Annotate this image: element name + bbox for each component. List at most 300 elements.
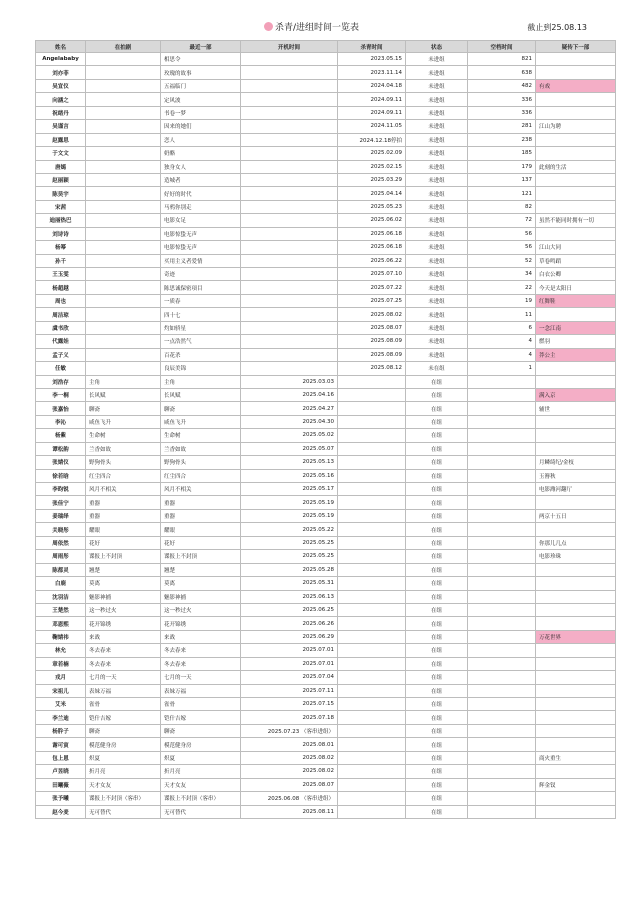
col-header-gap: 空档时间 [468, 41, 536, 53]
cell-name: 周依然 [36, 536, 86, 549]
table-row [36, 402, 616, 415]
cell-filming [86, 321, 161, 334]
cell-latest: 聊斋 [161, 402, 241, 415]
cell-gap [468, 375, 536, 388]
cell-latest: 重器 [161, 496, 241, 509]
cell-next [536, 603, 616, 616]
cell-wrap: 2025.02.15 [338, 160, 406, 173]
table-row [36, 375, 616, 388]
cell-latest: 五福临门 [161, 79, 241, 92]
cell-start [241, 160, 338, 173]
cell-latest: 咸鱼飞升 [161, 415, 241, 428]
cell-gap: 121 [468, 187, 536, 200]
cell-name: 祝绪丹 [36, 106, 86, 119]
cell-start: 2025.04.30 [241, 415, 338, 428]
cell-status: 未进组 [406, 120, 468, 133]
table-row [36, 671, 616, 684]
cell-latest: 模范健身房 [161, 738, 241, 751]
cell-wrap [338, 698, 406, 711]
col-header-status: 状态 [406, 41, 468, 53]
cell-status: 未进组 [406, 254, 468, 267]
cell-name: 孟子义 [36, 348, 86, 361]
cell-start: 2025.08.01 [241, 738, 338, 751]
cell-filming [86, 308, 161, 321]
cell-start: 2025.03.03 [241, 375, 338, 388]
cell-latest: 电影女足 [161, 214, 241, 227]
cell-latest: 炽夏 [161, 751, 241, 764]
table-row [36, 483, 616, 496]
cell-status: 未进组 [406, 79, 468, 92]
cell-status: 未进组 [406, 66, 468, 79]
cell-name: 迪丽热巴 [36, 214, 86, 227]
cell-filming [86, 133, 161, 146]
cell-filming: 谍报上不封顶 [86, 550, 161, 563]
cell-wrap [338, 415, 406, 428]
cell-name: 周洁琼 [36, 308, 86, 321]
cell-next [536, 362, 616, 375]
cell-gap: 482 [468, 79, 536, 92]
cell-name: 孙千 [36, 254, 86, 267]
cell-filming: 雀骨 [86, 698, 161, 711]
cell-next: 燃羽 [536, 335, 616, 348]
table-row [36, 308, 616, 321]
cell-gap [468, 402, 536, 415]
cell-status: 在组 [406, 388, 468, 401]
cell-wrap: 2025.08.09 [338, 348, 406, 361]
cell-next [536, 375, 616, 388]
cell-status: 在组 [406, 684, 468, 697]
cell-filming: 风月不相关 [86, 483, 161, 496]
cell-start: 2025.07.01 [241, 657, 338, 670]
cell-start [241, 120, 338, 133]
col-header-next: 疑传下一部 [536, 41, 616, 53]
title-text: 杀青/进组时间一览表 [274, 23, 360, 33]
cell-start: 2025.05.25 [241, 550, 338, 563]
cell-gap [468, 617, 536, 630]
cell-latest: 来战 [161, 630, 241, 643]
cell-gap: 72 [468, 214, 536, 227]
table-row [36, 536, 616, 549]
cell-next: 玉簪秋 [536, 469, 616, 482]
cell-start [241, 268, 338, 281]
cell-gap [468, 698, 536, 711]
cell-next: 莽公主 [536, 348, 616, 361]
col-header-start: 开机时间 [241, 41, 338, 53]
cell-next [536, 711, 616, 724]
cell-filming: 来战 [86, 630, 161, 643]
cell-wrap: 2024.04.18 [338, 79, 406, 92]
cell-latest: 谍报上不封顶 [161, 550, 241, 563]
cell-gap [468, 603, 536, 616]
cell-status: 在组 [406, 630, 468, 643]
cell-status: 在组 [406, 603, 468, 616]
cell-status: 在组 [406, 375, 468, 388]
cell-next [536, 644, 616, 657]
header-row [36, 41, 616, 53]
cell-wrap [338, 402, 406, 415]
cell-filming: 重器 [86, 496, 161, 509]
cell-start: 2025.05.25 [241, 536, 338, 549]
cell-latest: 天才女友 [161, 778, 241, 791]
cell-start: 2025.05.17 [241, 483, 338, 496]
cell-name: 张婧仪 [36, 456, 86, 469]
cell-filming: 模范健身房 [86, 738, 161, 751]
cell-filming [86, 120, 161, 133]
cell-status: 在组 [406, 536, 468, 549]
cell-latest: 电影惊蛰无声 [161, 241, 241, 254]
cell-latest: 马鸦你别走 [161, 200, 241, 213]
cell-filming: 野狗骨头 [86, 456, 161, 469]
table-row [36, 590, 616, 603]
cell-latest: 魅影神捕 [161, 590, 241, 603]
cell-gap: 336 [468, 106, 536, 119]
cell-gap: 19 [468, 294, 536, 307]
cell-next: 一念江南 [536, 321, 616, 334]
cell-wrap: 2025.02.09 [338, 147, 406, 160]
cell-start: 2025.07.23 （客串进组） [241, 724, 338, 737]
cell-start [241, 66, 338, 79]
cell-wrap [338, 738, 406, 751]
cell-name: 章若楠 [36, 657, 86, 670]
table-row [36, 442, 616, 455]
flower-icon [264, 22, 273, 31]
cell-status: 未进组 [406, 133, 468, 146]
cell-next: 红舞鞋 [536, 294, 616, 307]
cell-filming [86, 294, 161, 307]
cell-next [536, 671, 616, 684]
cell-name: 宋祖儿 [36, 684, 86, 697]
cell-start [241, 241, 338, 254]
cell-next: 草卷鸣蹈 [536, 254, 616, 267]
cell-status: 未进组 [406, 335, 468, 348]
cell-gap: 281 [468, 120, 536, 133]
cell-filming: 兰香如故 [86, 442, 161, 455]
cell-name: 宋茜 [36, 200, 86, 213]
cell-name: 杨紫 [36, 429, 86, 442]
cell-next: 辉金钗 [536, 778, 616, 791]
cell-gap [468, 523, 536, 536]
cell-wrap [338, 429, 406, 442]
cell-status: 未进组 [406, 93, 468, 106]
cell-latest: 好好的时代 [161, 187, 241, 200]
cell-name: 李昀锐 [36, 483, 86, 496]
cell-name: 姜瑞绎 [36, 509, 86, 522]
cell-gap [468, 778, 536, 791]
cell-gap: 6 [468, 321, 536, 334]
cell-filming: 咸鱼飞升 [86, 415, 161, 428]
cell-wrap: 2024.11.05 [338, 120, 406, 133]
cell-status: 在组 [406, 523, 468, 536]
cell-wrap: 2025.07.22 [338, 281, 406, 294]
cell-status: 未进组 [406, 241, 468, 254]
cell-filming [86, 227, 161, 240]
cell-status: 未进组 [406, 348, 468, 361]
cell-status: 未进组 [406, 200, 468, 213]
cell-latest: 兰香如故 [161, 442, 241, 455]
cell-name: 林允 [36, 644, 86, 657]
cell-gap [468, 509, 536, 522]
cell-start: 2025.07.18 [241, 711, 338, 724]
table-row [36, 657, 616, 670]
cell-name: 艾米 [36, 698, 86, 711]
cell-name: 李兰迪 [36, 711, 86, 724]
cell-wrap [338, 496, 406, 509]
cell-gap: 638 [468, 66, 536, 79]
cell-name: 李沁 [36, 415, 86, 428]
cell-next: 你那儿几点 [536, 536, 616, 549]
cell-gap [468, 792, 536, 805]
cell-status: 在组 [406, 751, 468, 764]
cell-latest: 风月不相关 [161, 483, 241, 496]
cell-filming [86, 147, 161, 160]
cell-filming: 无可替代 [86, 805, 161, 818]
cell-filming: 重器 [86, 509, 161, 522]
cell-name: 代露娃 [36, 335, 86, 348]
table-row [36, 603, 616, 616]
cell-status: 在组 [406, 805, 468, 818]
table-row [36, 617, 616, 630]
cell-name: 鞠婧祎 [36, 630, 86, 643]
cell-status: 在组 [406, 724, 468, 737]
cell-name: 周也 [36, 294, 86, 307]
cell-next [536, 590, 616, 603]
cell-filming [86, 214, 161, 227]
cell-start [241, 187, 338, 200]
cell-filming [86, 106, 161, 119]
cell-filming: 冬去春来 [86, 644, 161, 657]
cell-latest: 这一秒过火 [161, 603, 241, 616]
cell-latest: 折月亮 [161, 765, 241, 778]
cell-gap [468, 483, 536, 496]
cell-next: 商火重生 [536, 751, 616, 764]
cell-filming: 七月的一天 [86, 671, 161, 684]
cell-latest: 一质春 [161, 294, 241, 307]
cell-next [536, 657, 616, 670]
cell-gap [468, 711, 536, 724]
cell-wrap [338, 711, 406, 724]
cell-name: 刘亦菲 [36, 66, 86, 79]
cell-status: 未进组 [406, 308, 468, 321]
cell-next: 月鳞绮纪/金枝 [536, 456, 616, 469]
cell-start [241, 281, 338, 294]
table-row [36, 415, 616, 428]
cell-start: 2025.07.04 [241, 671, 338, 684]
cell-status: 未进组 [406, 187, 468, 200]
cell-start: 2025.05.16 [241, 469, 338, 482]
cell-gap: 821 [468, 53, 536, 66]
cell-wrap: 2025.06.02 [338, 214, 406, 227]
cell-wrap [338, 751, 406, 764]
cell-filming: 魅影神捕 [86, 590, 161, 603]
table-row [36, 79, 616, 92]
table-row [36, 563, 616, 576]
table-row [36, 133, 616, 146]
cell-filming: 折月亮 [86, 765, 161, 778]
cell-filming [86, 200, 161, 213]
cell-filming: 花好 [86, 536, 161, 549]
cell-gap: 82 [468, 200, 536, 213]
cell-latest: 灼如骄星 [161, 321, 241, 334]
table-row [36, 106, 616, 119]
cell-name: 吴谨言 [36, 120, 86, 133]
cell-filming: 聊斋 [86, 402, 161, 415]
cell-gap [468, 630, 536, 643]
cell-wrap [338, 388, 406, 401]
cell-start: 2025.06.25 [241, 603, 338, 616]
cell-latest: 造城者 [161, 173, 241, 186]
table-row [36, 805, 616, 818]
cell-gap [468, 805, 536, 818]
cell-next [536, 106, 616, 119]
cell-latest: 冬去春来 [161, 657, 241, 670]
cell-start: 2025.06.29 [241, 630, 338, 643]
cell-gap [468, 388, 536, 401]
cell-start [241, 227, 338, 240]
table-row [36, 294, 616, 307]
cell-name: 张嘉怡 [36, 402, 86, 415]
cell-wrap [338, 442, 406, 455]
cell-gap [468, 577, 536, 590]
table-row [36, 335, 616, 348]
cell-wrap: 2025.07.25 [338, 294, 406, 307]
cell-wrap [338, 590, 406, 603]
cell-latest: 重器 [161, 509, 241, 522]
cell-start [241, 133, 338, 146]
cell-latest: 耀眼 [161, 523, 241, 536]
cell-next [536, 53, 616, 66]
cell-status: 在组 [406, 483, 468, 496]
cell-start: 2025.05.13 [241, 456, 338, 469]
cell-name: 白鹿 [36, 577, 86, 590]
cell-gap [468, 496, 536, 509]
cell-status: 在组 [406, 657, 468, 670]
table-row [36, 241, 616, 254]
cell-next: 电影珍珠 [536, 550, 616, 563]
cell-next [536, 765, 616, 778]
table-row [36, 751, 616, 764]
cell-next: 江山大同 [536, 241, 616, 254]
cell-filming: 生命树 [86, 429, 161, 442]
cell-next [536, 563, 616, 576]
cell-gap: 4 [468, 335, 536, 348]
cell-latest: 良辰美锦 [161, 362, 241, 375]
cell-name: 虞书欣 [36, 321, 86, 334]
cell-name: 关晓彤 [36, 523, 86, 536]
cell-wrap [338, 523, 406, 536]
cell-status: 在组 [406, 429, 468, 442]
cell-start: 2025.05.22 [241, 523, 338, 536]
cell-latest: 恋人 [161, 133, 241, 146]
cell-gap [468, 684, 536, 697]
cell-latest: 电影惊蛰无声 [161, 227, 241, 240]
cell-name: 向涵之 [36, 93, 86, 106]
table-row [36, 66, 616, 79]
cell-next [536, 66, 616, 79]
cell-name: 张佳宁 [36, 496, 86, 509]
cell-gap [468, 550, 536, 563]
cell-latest: 表妹万福 [161, 684, 241, 697]
cell-status: 未进组 [406, 281, 468, 294]
table-row [36, 765, 616, 778]
table-row [36, 187, 616, 200]
cell-status: 未进组 [406, 160, 468, 173]
cell-name: 赵今麦 [36, 805, 86, 818]
cell-gap [468, 442, 536, 455]
cell-start [241, 321, 338, 334]
cell-status: 在组 [406, 509, 468, 522]
cell-filming [86, 335, 161, 348]
cell-start: 2025.05.19 [241, 496, 338, 509]
cell-name: 吴宣仪 [36, 79, 86, 92]
cell-start [241, 93, 338, 106]
cell-status: 在组 [406, 671, 468, 684]
cell-latest: 独身女人 [161, 160, 241, 173]
cell-next: 万花世界 [536, 630, 616, 643]
cell-latest: 书卷一梦 [161, 106, 241, 119]
cell-wrap [338, 765, 406, 778]
cell-start: 2025.04.16 [241, 388, 338, 401]
table-row [36, 254, 616, 267]
cell-gap: 137 [468, 173, 536, 186]
cell-latest: 聊斋 [161, 724, 241, 737]
cell-start [241, 106, 338, 119]
table-row [36, 147, 616, 160]
col-header-wrap: 杀青时间 [338, 41, 406, 53]
cell-filming: 天才女友 [86, 778, 161, 791]
cell-name: 唐嫣 [36, 160, 86, 173]
cell-wrap [338, 563, 406, 576]
cell-next: 满入京 [536, 388, 616, 401]
cell-name: 田曦薇 [36, 778, 86, 791]
cell-gap [468, 590, 536, 603]
cell-filming [86, 66, 161, 79]
cell-next [536, 496, 616, 509]
cell-status: 在组 [406, 711, 468, 724]
cell-latest: 长风赋 [161, 388, 241, 401]
cell-filming [86, 281, 161, 294]
cell-wrap: 2025.07.10 [338, 268, 406, 281]
cell-name: 徐若晗 [36, 469, 86, 482]
col-header-name: 姓名 [36, 41, 86, 53]
cell-filming: 红尘四合 [86, 469, 161, 482]
cell-status: 在组 [406, 778, 468, 791]
cell-gap [468, 563, 536, 576]
table-row [36, 523, 616, 536]
cell-wrap [338, 483, 406, 496]
cell-next [536, 93, 616, 106]
cell-next: 有戏 [536, 79, 616, 92]
cell-name: 张予曦 [36, 792, 86, 805]
cell-wrap [338, 603, 406, 616]
as-of-date: 截止到25.08.13 [527, 23, 587, 32]
cell-latest: 雀骨 [161, 698, 241, 711]
cell-next [536, 698, 616, 711]
cell-name: 刘诗诗 [36, 227, 86, 240]
cell-filming: 谍报上不封顶（客串） [86, 792, 161, 805]
cell-filming: 冬去春来 [86, 657, 161, 670]
cell-gap: 1 [468, 362, 536, 375]
cell-start [241, 147, 338, 160]
cell-name: 周雨彤 [36, 550, 86, 563]
cell-name: 杨超越 [36, 281, 86, 294]
cell-wrap: 2025.03.29 [338, 173, 406, 186]
table-row [36, 577, 616, 590]
cell-start [241, 335, 338, 348]
table-row [36, 550, 616, 563]
cell-gap [468, 415, 536, 428]
cell-start: 2025.05.28 [241, 563, 338, 576]
cell-next [536, 133, 616, 146]
